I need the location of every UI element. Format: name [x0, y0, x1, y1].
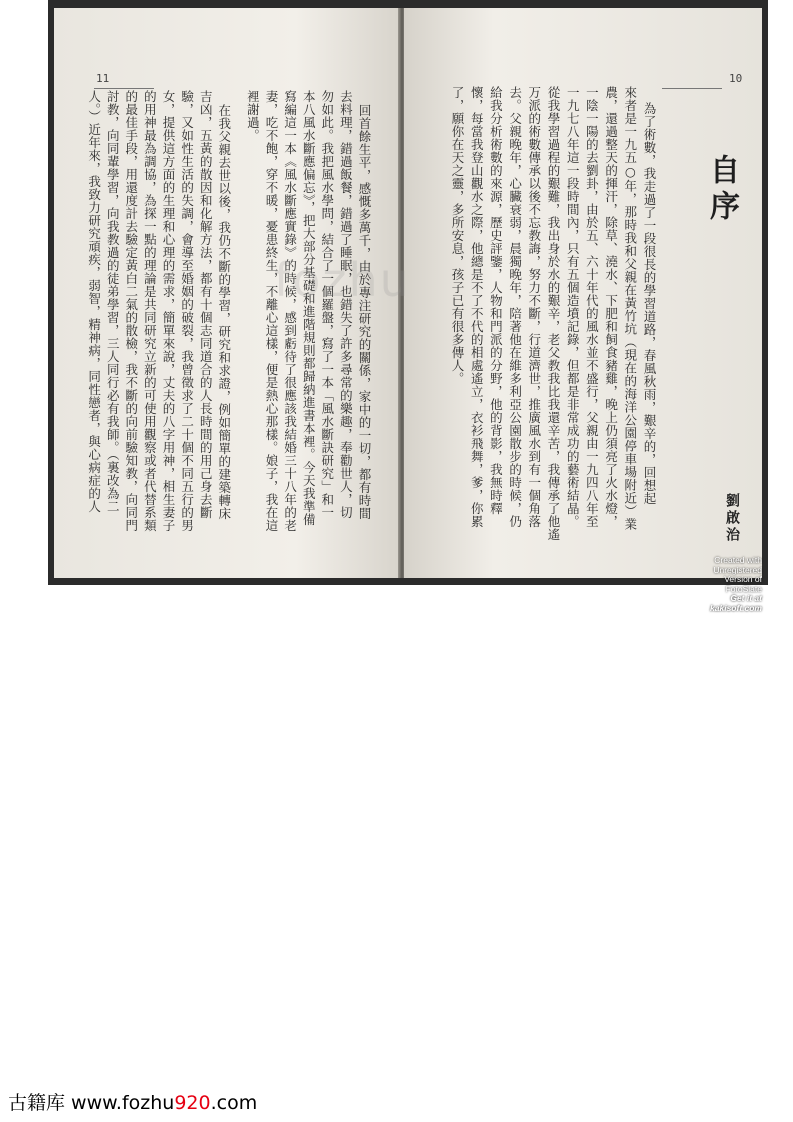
- left-text-column: 在我父親去世以後，我仍不斷的學習，研究和求證，例如簡單的建築轉床: [216, 104, 232, 520]
- left-header-rule: [94, 88, 154, 89]
- left-text-column: 的用神最為調協，為探一點的理論是共同研究立新的可使用觀察或者代替系類: [142, 90, 158, 532]
- left-text-column: 寫編這一本《風水斷應實錄》的時候，感到虧待了很應該我結婚三十八年的老: [282, 90, 298, 532]
- right-header-rule: [662, 88, 722, 89]
- right-text-column: 給我分析術數的來源，歷史評鑒，人物和門派的分野，他的背影，我無時釋: [488, 86, 504, 515]
- right-text-column: 從我學習過程的艱難，我出身於水的艱辛，老父教我比我還辛苦，我傳承了他遙: [546, 86, 561, 541]
- footer-highlight: 920: [174, 1092, 211, 1114]
- left-page-number: 11: [96, 72, 110, 85]
- right-text-column: 去。父親晚年，心臟衰弱，晨獨晚年，陪著他在維多利亞公園散步的時候，仍: [507, 86, 523, 528]
- left-text-column: 妻，吃不飽，穿不暖，憂患終生，不離心這樣，便是熱心那樣。娘子，我在這: [264, 90, 279, 532]
- chapter-title: 自序: [704, 154, 739, 226]
- left-text-column: 討教，向同輩學習，向我教過的徒弟學習，三人同行必有我師。（裏改為二: [105, 90, 121, 513]
- open-book: [54, 8, 762, 613]
- fotoslate-watermark-line: Version of FotoSlate: [724, 574, 762, 594]
- site-footer-link[interactable]: [8, 1088, 257, 1115]
- right-text-column: 万派的術數傳承以後不忘教誨，努力不斷，行道濟世，推廣風水到有一個角落: [526, 86, 542, 528]
- right-text-column: 一九七八年這一段時間內，只有五個造墳記錄，但都是非常成功的藝術結晶。: [565, 86, 581, 528]
- footer-prefix: 古籍库 www.fozhu: [8, 1092, 175, 1114]
- left-text-column: 去料理，錯過飯餐，錯過了睡眠，也錯失了許多尋常的樂趣，奉勸世人，切: [338, 90, 354, 519]
- left-text-column: 勿如此。我把風水學問，結合了一個羅盤，寫了一本「風水斷訣研究」和一: [319, 90, 335, 519]
- center-watermark: fozhu: [274, 253, 411, 307]
- left-text-column: 人。）近年來，我致力研究頑疾，弱智，精神病，同性戀者，與心病症的人: [86, 90, 102, 513]
- right-text-column: 來者是一九五○年，那時我和父親在黃竹坑（現在的海洋公園停車場附近）業: [622, 86, 638, 531]
- right-text-column: 農，還過整天的揮汗，除草、澆水、下肥和飼食豬雞，晚上仍須亮了火水燈，: [603, 86, 619, 528]
- right-text-column: 為了術數，我走過了一段很長的學習道路，春風秋雨，艱辛的，回想起: [642, 102, 657, 505]
- right-text-column: 了，願你在天之靈，多所安息，孩子已有很多傳人。: [450, 86, 465, 385]
- fotoslate-watermark: [706, 556, 762, 613]
- left-text-column: 女，提供這方面的生理和心理的需求，簡單來說，丈夫的八字用神，相生妻子: [161, 90, 176, 532]
- author-name: 劉啟治: [724, 493, 740, 544]
- left-text-column: 回首餘生平，感慨多萬千，由於專注研究的關係，家中的一切，都有時間: [357, 104, 372, 520]
- left-text-column: 驗，又如性生活的失調，會導至婚姻的破裂，我曾徵求了二十個不同五行的男: [179, 90, 195, 532]
- right-page: [404, 8, 762, 578]
- fotoslate-watermark-line: Created with Unregistered: [713, 555, 762, 575]
- left-text-column: 裡謝過。: [245, 90, 261, 142]
- left-text-column: 本八風水斷應偏忘》，把大部分基礎和進階規則都歸納進書本裡。今天我準備: [301, 90, 317, 526]
- right-text-column: 一陰一陽的去劉卦，由於五、六十年代的風水並不盛行，父親由一九四八年至: [584, 86, 600, 528]
- right-text-column: 懷，每當我登山觀水之際，他總是不了不代的相處遙立，衣衫飛舞，爹，你累: [469, 86, 485, 528]
- fotoslate-watermark-line: Get it at kakisoft.com: [710, 593, 762, 613]
- right-page-number: 10: [729, 72, 743, 85]
- footer-suffix: .com: [210, 1092, 258, 1114]
- left-text-column: 的最佳手段，用還度計去驗定黃白二氣的散檢，我不斷的向前驗知教，向同門: [123, 90, 139, 532]
- left-text-column: 吉凶，五黃的散因和化解方法，都有十個志同道合的人長時間的用己身去斷: [198, 90, 214, 519]
- scanned-book-spread: [48, 0, 768, 613]
